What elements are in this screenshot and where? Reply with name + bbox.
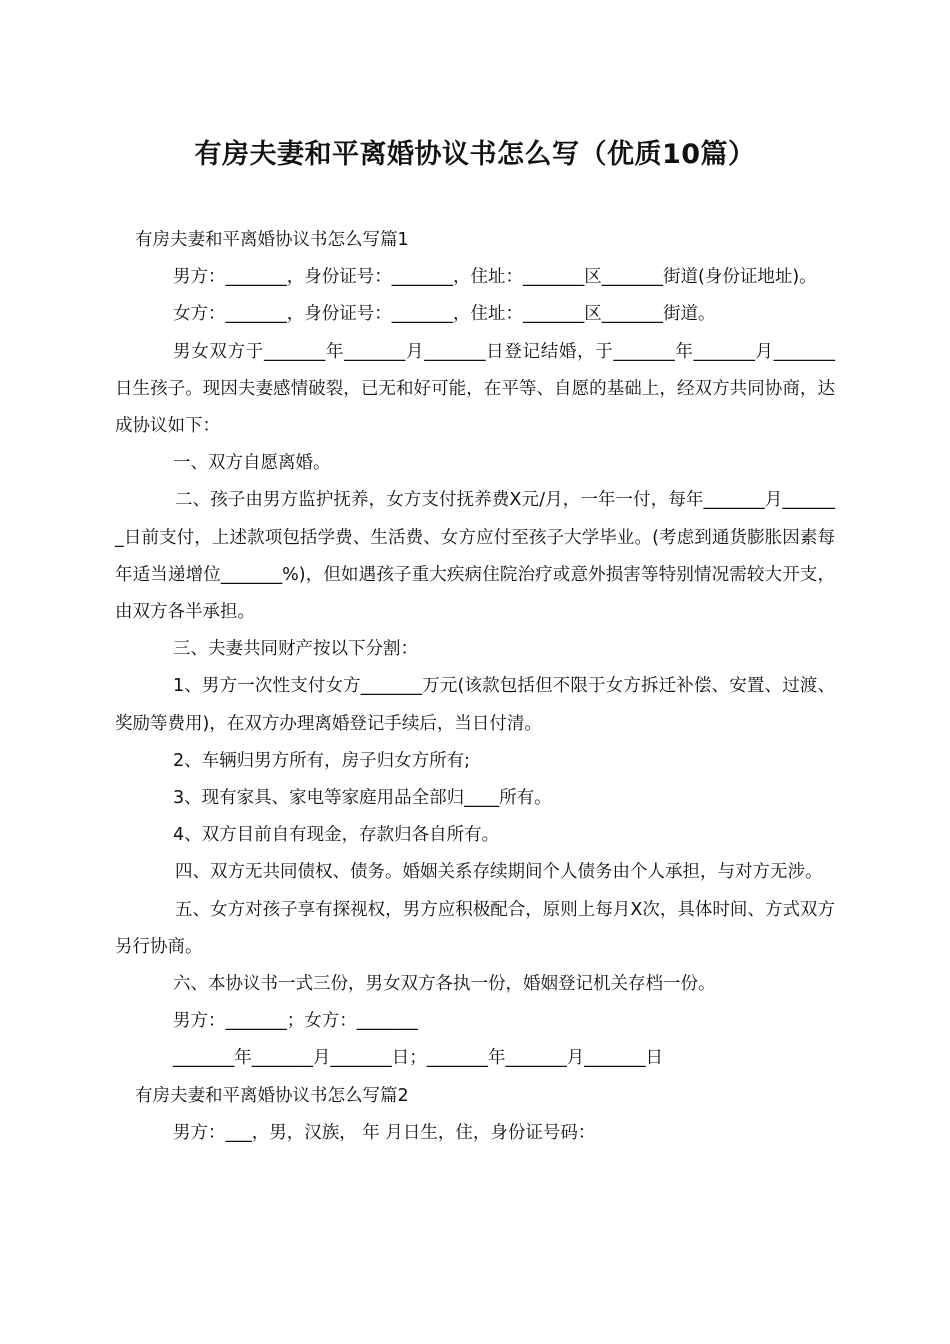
document-body	[115, 222, 835, 1152]
paragraph: _______年_______月_______日；_______年_______月_______日	[173, 1048, 663, 1069]
paragraph: 女方：_______，身份证号：_______，住址：_______区_______街道。	[173, 304, 716, 325]
paragraph: 三、夫妻共同财产按以下分割：	[173, 639, 418, 660]
paragraph: 四、双方无共同债权、债务。婚姻关系存续期间个人债务由个人承担，与对方无涉。	[175, 862, 823, 883]
paragraph: 2、车辆归男方所有，房子归女方所有;	[173, 750, 471, 771]
paragraph: 3、现有家具、家电等家庭用品全部归____所有。	[173, 788, 552, 809]
paragraph: 一、双方自愿离婚。	[173, 453, 331, 474]
section-heading: 有房夫妻和平离婚协议书怎么写篇1	[135, 230, 409, 250]
paragraph: 男方：___，男，汉族， 年 月日生，住，身份证号码：	[173, 1122, 596, 1143]
document-title: 有房夫妻和平离婚协议书怎么写（优质10篇）	[194, 139, 756, 170]
section-heading: 有房夫妻和平离婚协议书怎么写篇2	[135, 1085, 409, 1106]
paragraph: 五、女方对孩子享有探视权，男方应积极配合，原则上每月X次，具体时间、方式双方另行协商。	[115, 899, 835, 957]
paragraph: 男方：_______，身份证号：_______，住址：_______区_______街道(身份证地址)。	[173, 267, 817, 288]
paragraph: 男方：_______；女方：_______	[173, 1011, 418, 1032]
paragraph: 二、孩子由男方监护抚养，女方支付抚养费X元/月，一年一付，每年_______月_______日前支付，上述款项包括学费、生活费、女方应付至孩子大学毕业。(考虑到通货膨胀因素每年适当递增位_______%)，但如遇孩子重大疾病住院治疗或意外损害等特别情况需较大开支，由双方各半承担。	[115, 490, 835, 623]
paragraph: 1、男方一次性支付女方_______万元(该款包括但不限于女方拆迁补偿、安置、过渡、奖励等费用)，在双方办理离婚登记手续后，当日付清。	[115, 676, 835, 734]
paragraph: 六、本协议书一式三份，男女双方各执一份，婚姻登记机关存档一份。	[173, 974, 716, 995]
paragraph: 4、双方目前自有现金，存款归各自所有。	[173, 825, 500, 846]
paragraph: 男女双方于_______年_______月_______日登记结婚，于_______年_______月_______日生孩子。现因夫妻感情破裂，已无和好可能，在平等、自愿的基础上，经双方共同协商，达成协议如下：	[115, 341, 835, 437]
